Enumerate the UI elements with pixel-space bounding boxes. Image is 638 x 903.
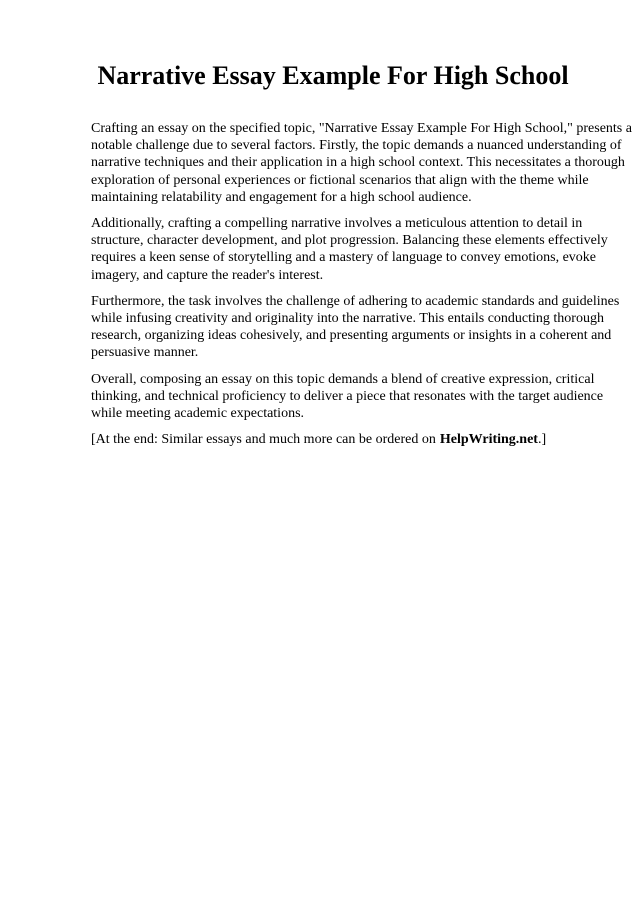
paragraph-line: research, organizing ideas cohesively, and presenting arguments or insights in a coherent and [91, 328, 612, 344]
paragraph-line: Additionally, crafting a compelling narrative involves a meticulous attention to detail in [91, 216, 583, 232]
paragraph-line: notable challenge due to several factors. Firstly, the topic demands a nuanced understanding of [91, 138, 622, 154]
footer-suffix: .] [537, 432, 547, 448]
paragraph-2 [91, 215, 608, 284]
paragraph-3 [91, 293, 620, 362]
paragraph-line: Overall, composing an essay on this topic demands a blend of creative expression, critical [91, 371, 595, 387]
paragraph-line: exploration of personal experiences or fictional scenarios that align with the theme while [91, 172, 589, 188]
paragraph-1 [91, 120, 632, 206]
page-title: Narrative Essay Example For High School [97, 61, 569, 90]
paragraph-line: maintaining relatability and engagement for a high school audience. [91, 189, 472, 205]
paragraph-line: requires a keen sense of storytelling and a mastery of language to convey emotions, evoke [91, 250, 597, 266]
essay-body [91, 120, 632, 457]
brand-link[interactable]: HelpWriting.net [439, 432, 538, 448]
paragraph-line: persuasive manner. [91, 345, 199, 361]
paragraph-line: imagery, and capture the reader's interest. [91, 267, 324, 283]
paragraph-line: Crafting an essay on the specified topic, "Narrative Essay Example For High School," presents a [91, 121, 632, 136]
paragraph-line: narrative techniques and their application in a high school context. This necessitates a thorough [91, 155, 625, 171]
paragraph-line: thinking, and technical proficiency to deliver a piece that resonates with the target audience [91, 388, 604, 404]
paragraph-line: while meeting academic expectations. [91, 406, 305, 422]
footer-note [91, 431, 601, 448]
paragraph-line: while infusing creativity and originality into the narrative. This entails conducting thorough [91, 311, 604, 327]
paragraph-line: Furthermore, the task involves the challenge of adhering to academic standards and guidelines [91, 293, 620, 309]
paragraph-4 [91, 371, 604, 423]
paragraph-line: structure, character development, and plot progression. Balancing these elements effectively [91, 233, 608, 249]
footer-prefix: [At the end: Similar essays and much more can be ordered on [91, 432, 436, 448]
